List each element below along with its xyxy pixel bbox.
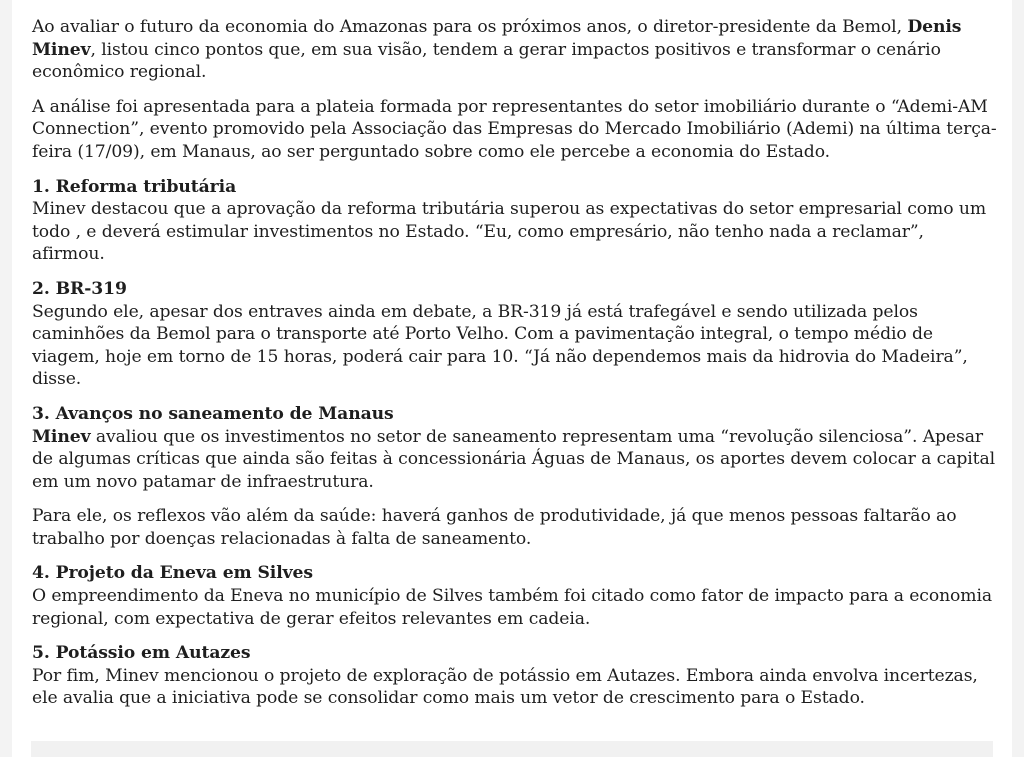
section-heading: 2. BR-319 [32,278,127,299]
section-reforma-tributaria [32,176,998,266]
section-heading: 3. Avanços no saneamento de Manaus [32,403,394,424]
section-heading: 1. Reforma tributária [32,176,237,197]
section-text: Segundo ele, apesar dos entraves ainda em debate, a BR-319 já está trafegável e sendo utilizada pelos caminhões da Bemol para o transporte até Porto Velho. Com a pavimentação integral, o tempo médio de viagem, hoje em torno de 15 horas, poderá cair para 10. “Já não dependemos mais da hidrovia do Madeira”, disse. [32,301,968,390]
section-potassio-autazes [32,642,998,710]
section-lead-name: Minev [32,426,91,447]
section-text: Minev destacou que a aprovação da reforma tributária superou as expectativas do setor empresarial como um todo , e deverá estimular investimentos no Estado. “Eu, como empresário, não tenho nada a reclamar”, afirmou. [32,199,987,265]
article-page [12,0,1012,757]
intro-text-start: Ao avaliar o futuro da economia do Amazonas para os próximos anos, o diretor-presidente da Bemol, [32,17,908,37]
saneamento-extra-paragraph: Para ele, os reflexos vão além da saúde: haverá ganhos de produtividade, já que menos pessoas faltarão ao trabalho por doenças relacionadas à falta de saneamento. [32,506,957,549]
intro-paragraph [32,16,998,84]
section-heading: 5. Potássio em Autazes [32,643,251,664]
footer-placeholder-bar [31,741,993,757]
section-eneva-silves [32,562,998,630]
section-text: O empreendimento da Eneva no município de Silves também foi citado como fator de impacto para a economia regional, com expectativa de gerar efeitos relevantes em cadeia. [32,586,993,629]
article-body [32,16,998,722]
section-text: avaliou que os investimentos no setor de saneamento representam uma “revolução silenciosa”. Apesar de algumas críticas que ainda são feitas à concessionária Águas de Manaus, os aportes devem colocar a capital em um novo patamar de infraestrutura. [32,426,995,492]
section-br-319 [32,278,998,391]
section-text: Por fim, Minev mencionou o projeto de exploração de potássio em Autazes. Embora ainda envolva incertezas, ele avalia que a iniciativa pode se consolidar como mais um vetor de crescimento para o Estado. [32,665,978,709]
section-heading: 4. Projeto da Eneva em Silves [32,563,313,584]
context-paragraph: A análise foi apresentada para a plateia formada por representantes do setor imobiliário durante o “Ademi-AM Connection”, evento promovido pela Associação das Empresas do Mercado Imobiliário (Ademi) na última terça-feira (17/09), em Manaus, ao ser perguntado sobre como ele percebe a economia do Estado. [32,96,997,162]
section-saneamento [32,403,998,493]
intro-bold-name: Denis Minev [32,17,962,60]
intro-text-end: , listou cinco pontos que, em sua visão, tendem a gerar impactos positivos e transformar o cenário econômico regional. [32,39,941,83]
